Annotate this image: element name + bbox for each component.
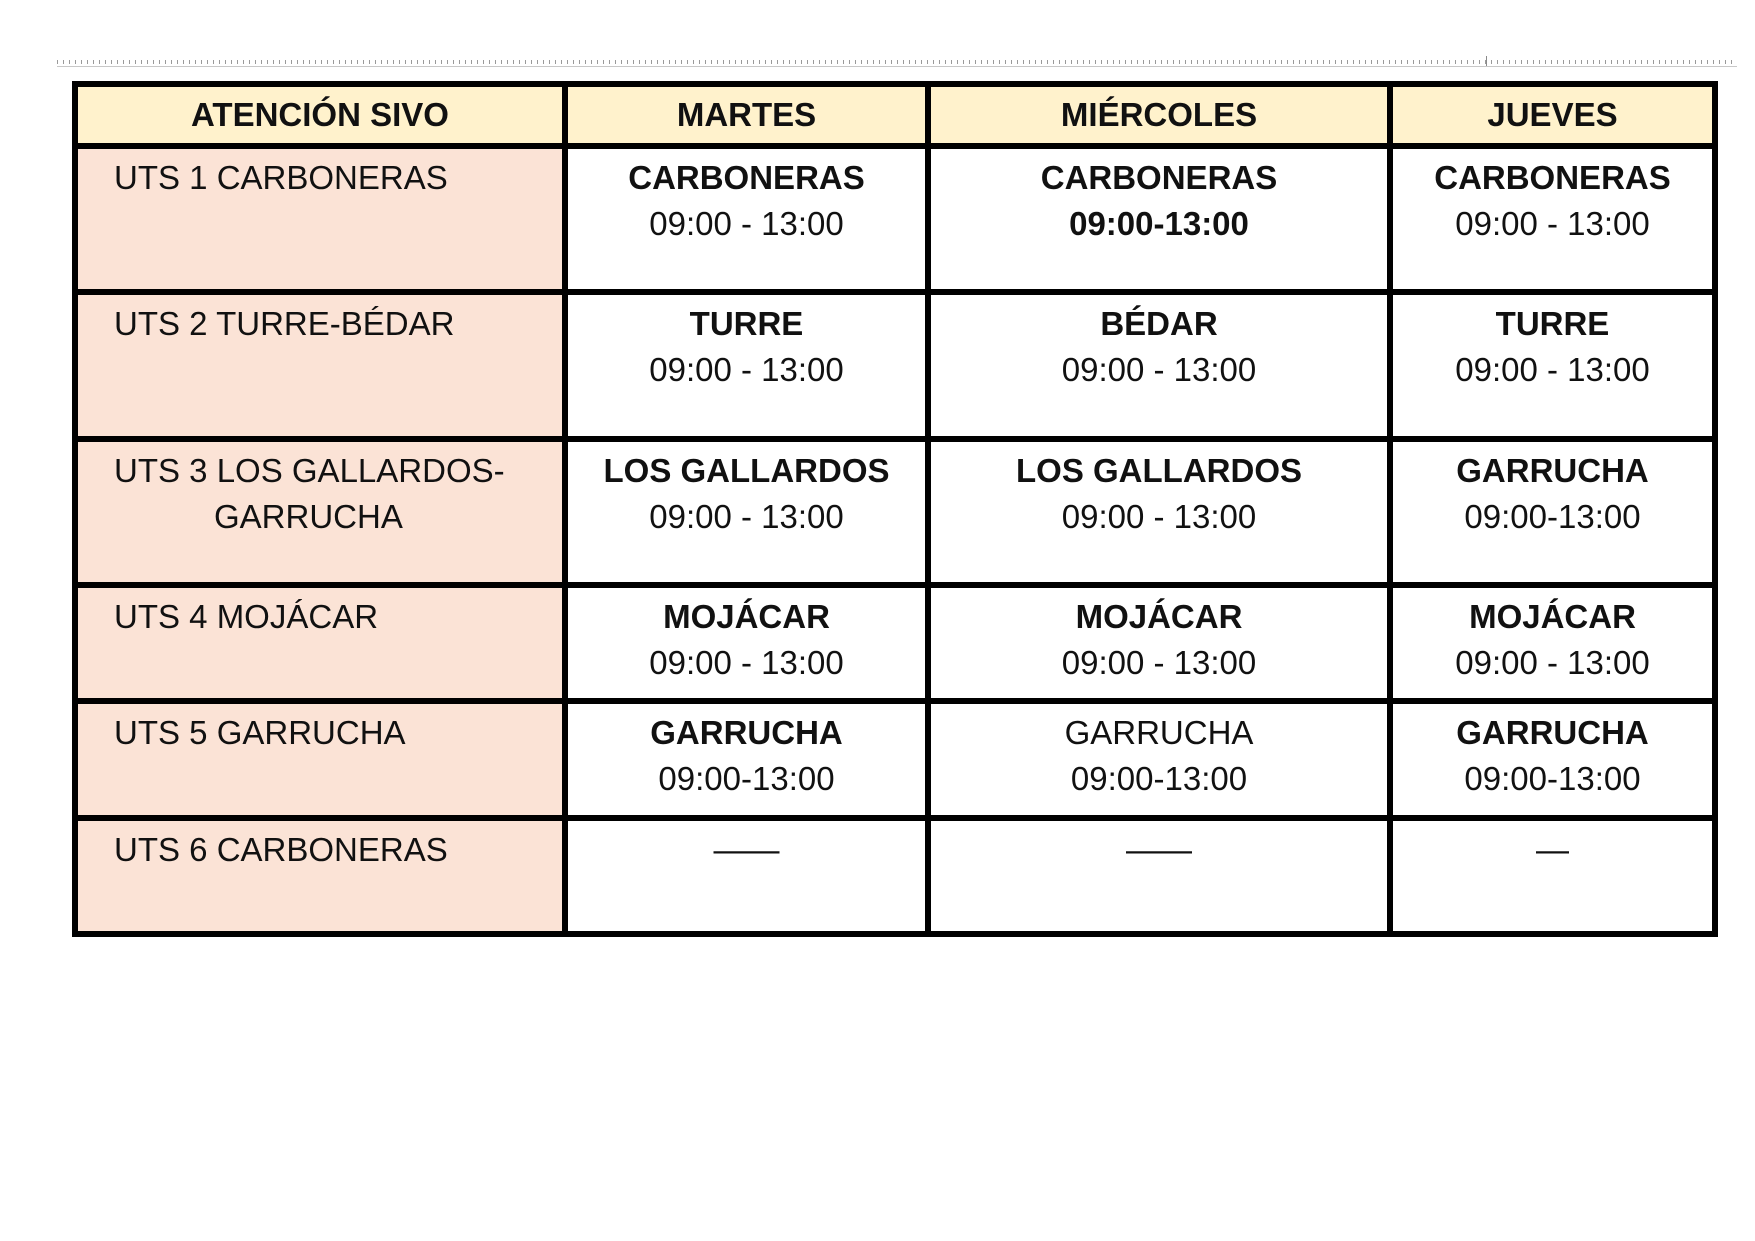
- table-row: [75, 585, 1715, 701]
- place-name: CARBONERAS: [628, 159, 865, 197]
- place-name: LOS GALLARDOS: [603, 451, 890, 489]
- header-martes: MARTES: [565, 84, 928, 146]
- cell-jueves: [1390, 146, 1715, 292]
- cell-martes: [565, 701, 928, 817]
- empty-dash: ——: [713, 830, 780, 868]
- place-name: TURRE: [689, 305, 804, 343]
- hours: 09:00 - 13:00: [649, 351, 844, 389]
- cell-jueves: [1390, 701, 1715, 817]
- place-name: MOJÁCAR: [663, 598, 830, 636]
- place-name: LOS GALLARDOS: [1016, 451, 1302, 489]
- place-name: GARRUCHA: [1456, 714, 1649, 752]
- row-label-line1: UTS 3 LOS GALLARDOS-: [114, 451, 505, 489]
- cell-martes: [565, 818, 928, 934]
- header-miercoles: MIÉRCOLES: [928, 84, 1390, 146]
- table-row: [75, 439, 1715, 585]
- empty-dash: ——: [1126, 830, 1192, 868]
- cell-miercoles: [928, 292, 1390, 438]
- hours: 09:00 - 13:00: [1061, 497, 1257, 535]
- cell-martes: [565, 585, 928, 701]
- row-label: UTS 4 MOJÁCAR: [75, 585, 565, 701]
- place-name: GARRUCHA: [1456, 451, 1649, 489]
- place-name: CARBONERAS: [1040, 159, 1278, 197]
- row-label-line2: GARRUCHA: [214, 497, 403, 535]
- hours: 09:00 - 13:00: [1455, 644, 1650, 682]
- hours: 09:00 - 13:00: [649, 205, 844, 243]
- header-jueves: JUEVES: [1390, 84, 1715, 146]
- hours: 09:00-13:00: [1069, 205, 1249, 243]
- table-row: [75, 292, 1715, 438]
- empty-dash: —: [1536, 830, 1569, 868]
- cell-miercoles: [928, 818, 1390, 934]
- ruler-indent-marker: [1486, 56, 1487, 66]
- place-name: MOJÁCAR: [1075, 598, 1243, 636]
- row-label: UTS 1 CARBONERAS: [75, 146, 565, 292]
- cell-martes: [565, 439, 928, 585]
- hours: 09:00 - 13:00: [1455, 205, 1650, 243]
- hours: 09:00 - 13:00: [1455, 351, 1650, 389]
- hours: 09:00-13:00: [1464, 760, 1641, 798]
- place-name: CARBONERAS: [1434, 159, 1671, 197]
- schedule-table: [72, 81, 1718, 937]
- header-atencion-sivo: ATENCIÓN SIVO: [75, 84, 565, 146]
- hours: 09:00 - 13:00: [1061, 351, 1257, 389]
- cell-jueves: [1390, 818, 1715, 934]
- place-name: GARRUCHA: [1064, 714, 1254, 752]
- table-row: [75, 818, 1715, 934]
- hours: 09:00-13:00: [1070, 760, 1248, 798]
- cell-jueves: [1390, 292, 1715, 438]
- hours: 09:00 - 13:00: [649, 497, 844, 535]
- header-row: [75, 84, 1715, 146]
- row-label: UTS 2 TURRE-BÉDAR: [75, 292, 565, 438]
- place-name: TURRE: [1495, 305, 1610, 343]
- place-name: MOJÁCAR: [1469, 598, 1636, 636]
- cell-martes: [565, 292, 928, 438]
- row-label: UTS 6 CARBONERAS: [75, 818, 565, 934]
- cell-miercoles: [928, 585, 1390, 701]
- ruler: [57, 58, 1737, 67]
- row-label: UTS 5 GARRUCHA: [75, 701, 565, 817]
- table-row: [75, 701, 1715, 817]
- cell-miercoles: [928, 701, 1390, 817]
- place-name: BÉDAR: [1100, 305, 1218, 343]
- hours: 09:00-13:00: [1464, 497, 1641, 535]
- cell-miercoles: [928, 439, 1390, 585]
- cell-miercoles: [928, 146, 1390, 292]
- cell-jueves: [1390, 585, 1715, 701]
- cell-martes: [565, 146, 928, 292]
- cell-jueves: [1390, 439, 1715, 585]
- hours: 09:00 - 13:00: [1061, 644, 1257, 682]
- table-row: [75, 146, 1715, 292]
- hours: 09:00 - 13:00: [649, 644, 844, 682]
- place-name: GARRUCHA: [650, 714, 843, 752]
- row-label: [75, 439, 565, 585]
- hours: 09:00-13:00: [658, 760, 835, 798]
